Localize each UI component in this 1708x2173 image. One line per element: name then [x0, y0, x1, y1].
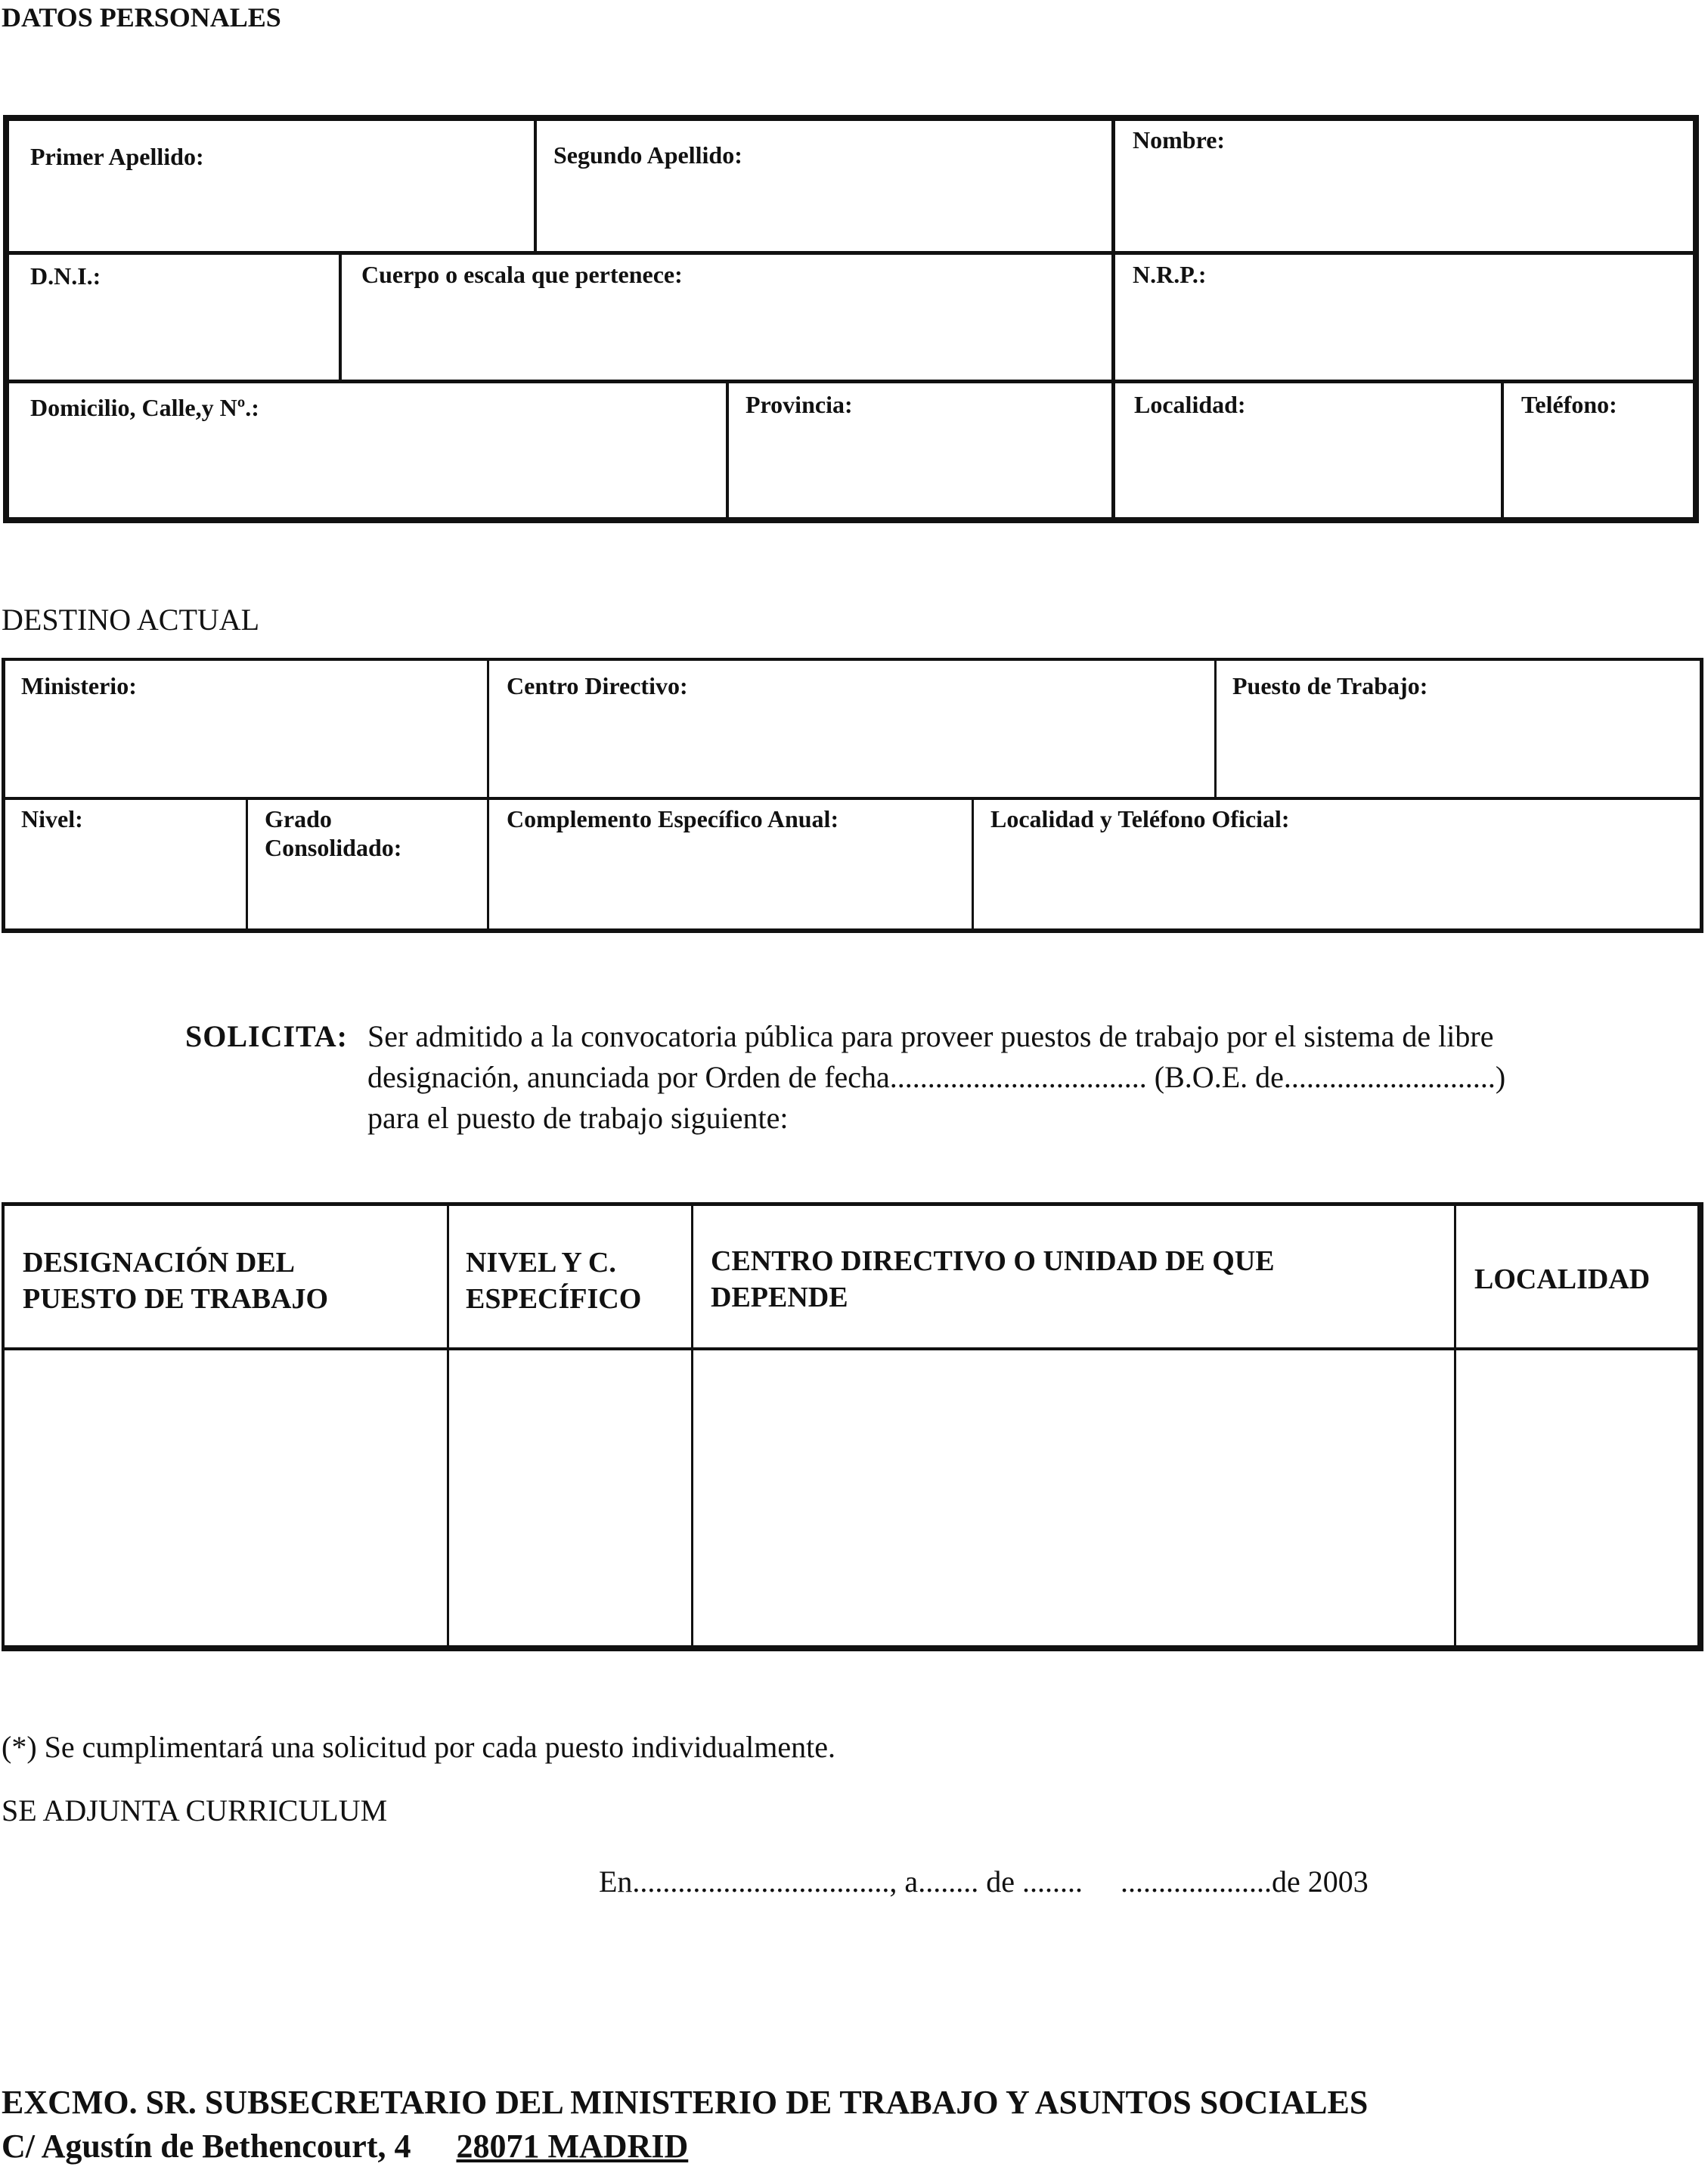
- footer-direccion: C/ Agustín de Bethencourt, 4: [2, 2128, 411, 2165]
- field-cuerpo[interactable]: Cuerpo o escala que pertenece:: [361, 261, 683, 288]
- solicita-line2: designación, anunciada por Orden de fecha.................................. (B.O.E. de............................): [367, 1060, 1506, 1094]
- field-telefono[interactable]: Teléfono:: [1521, 391, 1617, 418]
- field-nombre[interactable]: Nombre:: [1133, 126, 1226, 153]
- header-line: NIVEL Y C.: [466, 1247, 616, 1279]
- field-provincia[interactable]: Provincia:: [746, 391, 853, 418]
- col-divider: [246, 798, 248, 930]
- datos-personales-frame: [3, 115, 1699, 523]
- field-centro-directivo[interactable]: Centro Directivo:: [507, 672, 688, 699]
- field-grado-line2: Consolidado:: [265, 834, 402, 861]
- field-complemento[interactable]: Complemento Específico Anual:: [507, 805, 839, 832]
- col-divider: [339, 253, 342, 381]
- section-title-destino-actual: DESTINO ACTUAL: [2, 603, 260, 637]
- header-line: CENTRO DIRECTIVO O UNIDAD DE QUE: [711, 1245, 1275, 1277]
- table-header-localidad: LOCALIDAD: [1474, 1263, 1651, 1295]
- field-grado-consolidado[interactable]: [265, 804, 401, 862]
- footer-note: (*) Se cumplimentará una solicitud por cada puesto individualmente.: [2, 1730, 836, 1764]
- footer-curriculum: SE ADJUNTA CURRICULUM: [2, 1793, 388, 1827]
- field-localidad[interactable]: Localidad:: [1134, 391, 1246, 418]
- field-ministerio[interactable]: Ministerio:: [21, 672, 137, 699]
- col-divider: [1214, 661, 1217, 798]
- field-primer-apellido[interactable]: Primer Apellido:: [30, 143, 204, 170]
- col-divider: [972, 798, 974, 930]
- header-line: ESPECÍFICO: [466, 1283, 642, 1315]
- col-divider: [534, 121, 537, 253]
- header-line: DESIGNACIÓN DEL: [23, 1247, 296, 1279]
- table-header-nivel: [466, 1245, 641, 1317]
- col-divider: [1501, 381, 1504, 517]
- field-localidad-telefono[interactable]: Localidad y Teléfono Oficial:: [990, 805, 1290, 832]
- field-grado-line1: Grado: [265, 805, 332, 832]
- footer-address: [2, 2126, 688, 2167]
- field-dni[interactable]: D.N.I.:: [30, 262, 101, 290]
- table-cell-localidad[interactable]: [1456, 1350, 1698, 1645]
- table-cell-centro[interactable]: [693, 1350, 1454, 1645]
- field-puesto-trabajo[interactable]: Puesto de Trabajo:: [1232, 672, 1428, 699]
- col-divider: [1111, 121, 1115, 517]
- table-cell-nivel[interactable]: [449, 1350, 691, 1645]
- table-cell-designacion[interactable]: [5, 1350, 447, 1645]
- footer-destinatario: EXCMO. SR. SUBSECRETARIO DEL MINISTERIO DE TRABAJO Y ASUNTOS SOCIALES: [2, 2084, 1369, 2121]
- table-header-centro: [711, 1243, 1275, 1316]
- col-divider: [487, 661, 489, 930]
- col-divider: [726, 381, 729, 517]
- field-domicilio[interactable]: Domicilio, Calle,y Nº.:: [30, 394, 259, 421]
- field-segundo-apellido[interactable]: Segundo Apellido:: [553, 141, 742, 169]
- row-divider: [6, 380, 1696, 383]
- section-title-datos-personales: DATOS PERSONALES: [2, 2, 281, 33]
- solicita-label: SOLICITA:: [185, 1019, 348, 1053]
- solicita-line1: Ser admitido a la convocatoria pública para proveer puestos de trabajo por el sistema de libre: [367, 1019, 1494, 1053]
- field-nivel[interactable]: Nivel:: [21, 805, 83, 832]
- table-header-designacion: [23, 1245, 328, 1317]
- footer-cp: 28071 MADRID: [456, 2128, 689, 2165]
- row-divider: [5, 797, 1700, 800]
- destino-actual-frame: [2, 658, 1703, 933]
- header-line: PUESTO DE TRABAJO: [23, 1283, 329, 1315]
- row-divider: [6, 251, 1696, 255]
- field-nrp[interactable]: N.R.P.:: [1133, 261, 1207, 288]
- solicita-line3: para el puesto de trabajo siguiente:: [367, 1101, 789, 1135]
- footer-fecha[interactable]: En.................................., a........ de ........ ....................de 2003: [599, 1865, 1369, 1899]
- header-line: DEPENDE: [711, 1282, 848, 1313]
